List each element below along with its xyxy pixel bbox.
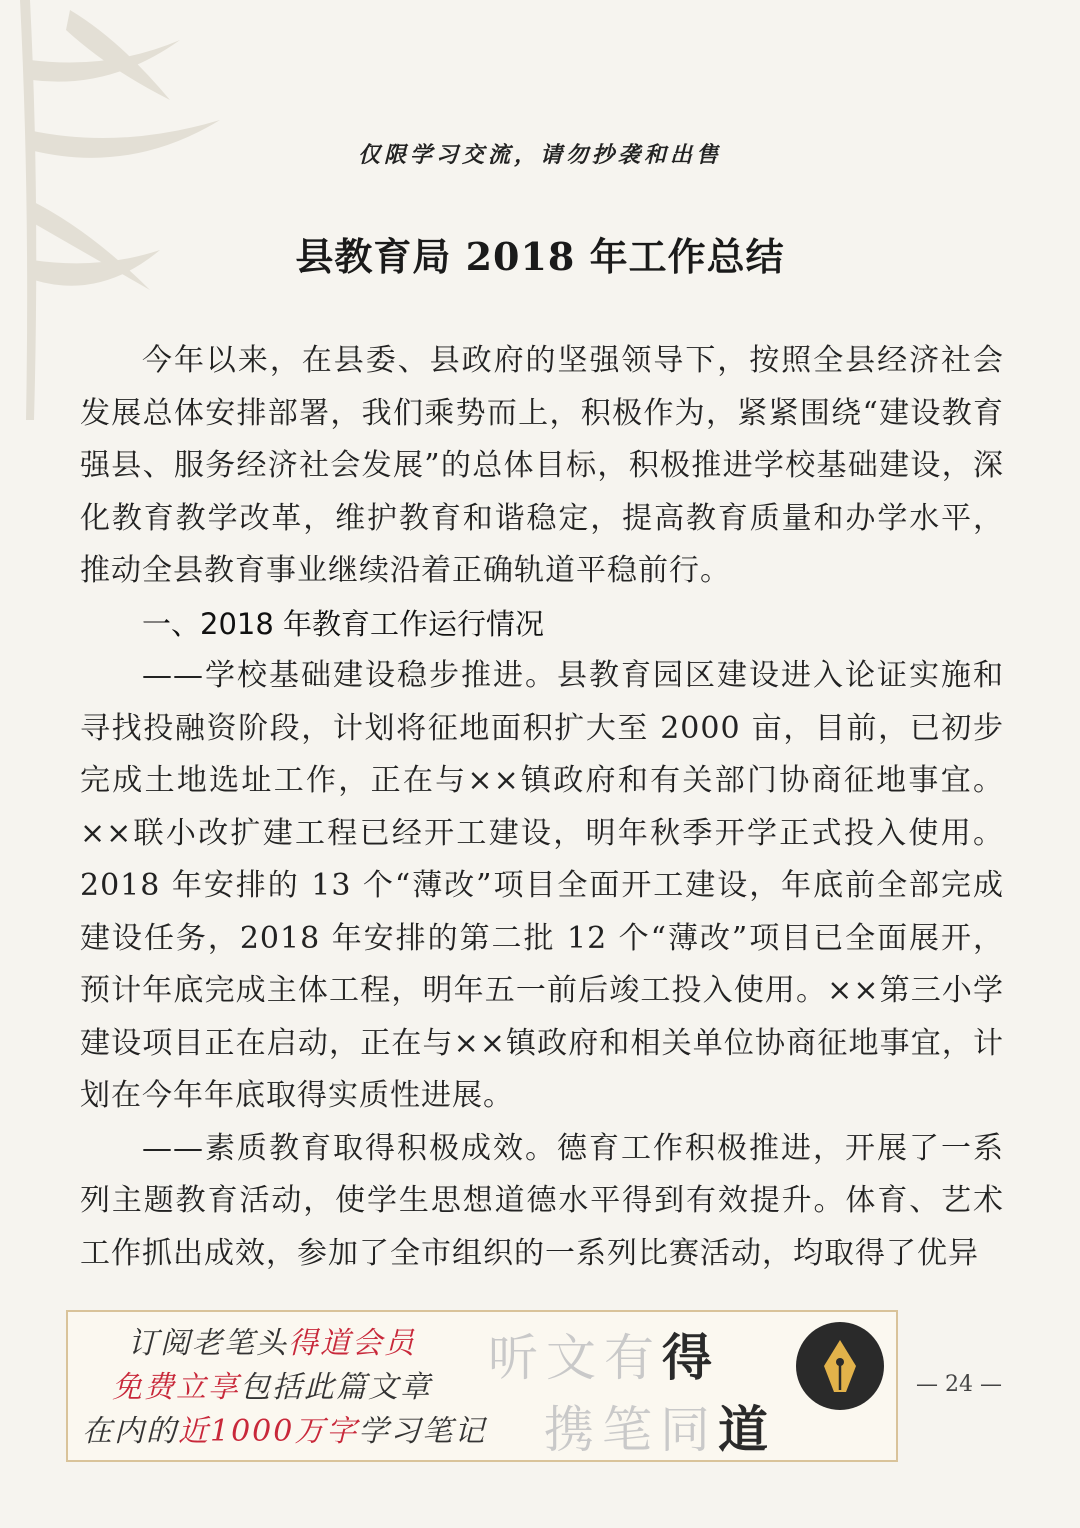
document-title: 县教育局 2018 年工作总结 <box>295 234 785 279</box>
promo-line-1: 订阅老笔头得道会员 <box>128 1326 416 1361</box>
intro-paragraph: 今年以来，在县委、县政府的坚强领导下，按照全县经济社会发展总体安排部署，我们乘势而上，积极作为，紧紧围绕“建设教育强县、服务经济社会发展”的总体目标，积极推进学校基础建设，深化教育教学改革，维护教育和谐稳定，提高教育质量和办学水平，推动全县教育事业继续沿着正确轨道平稳前行。 <box>80 343 1004 588</box>
section-heading: 一、2018 年教育工作运行情况 <box>142 606 545 641</box>
slogan-line-1: 听文有得 <box>488 1328 720 1387</box>
usage-notice: 仅限学习交流，请勿抄袭和出售 <box>357 142 722 168</box>
quality-education-paragraph: ——素质教育取得积极成效。德育工作积极推进，开展了一系列主题教育活动，使学生思想道德水平得到有效提升。体育、艺术工作抓出成效，参加了全市组织的一系列比赛活动，均取得了优异 <box>80 1130 1004 1271</box>
promo-text <box>82 1322 486 1454</box>
slogan-line-2: 携笔同道 <box>544 1400 776 1459</box>
page-number: — 24 — <box>916 1372 1002 1397</box>
infrastructure-paragraph: ——学校基础建设稳步推进。县教育园区建设进入论证实施和寻找投融资阶段，计划将征地面积扩大至 2000 亩，目前，已初步完成土地选址工作，正在与××镇政府和有关部门协商征地事宜。××联小改扩建工程已经开工建设，明年秋季开学正式投入使用。2018 年安排的 13 个“薄改”项目全面开工建设，年底前全部完成建设任务，2018 年安排的第二批 12 个“薄改”项目已全面展开，预计年底完成主体工程，明年五一前后竣工投入使用。××第三小学建设项目正在启动，正在与××镇政府和相关单位协商征地事宜，计划在今年年底取得实质性进展。 <box>80 658 1004 1113</box>
promo-line-3: 在内的近1000万字学习笔记 <box>82 1414 487 1449</box>
promo-line-2: 免费立享包括此篇文章 <box>112 1370 432 1405</box>
fountain-pen-nib-icon[interactable] <box>796 1322 884 1410</box>
promo-banner[interactable] <box>66 1310 898 1462</box>
document-body <box>80 335 1004 1280</box>
